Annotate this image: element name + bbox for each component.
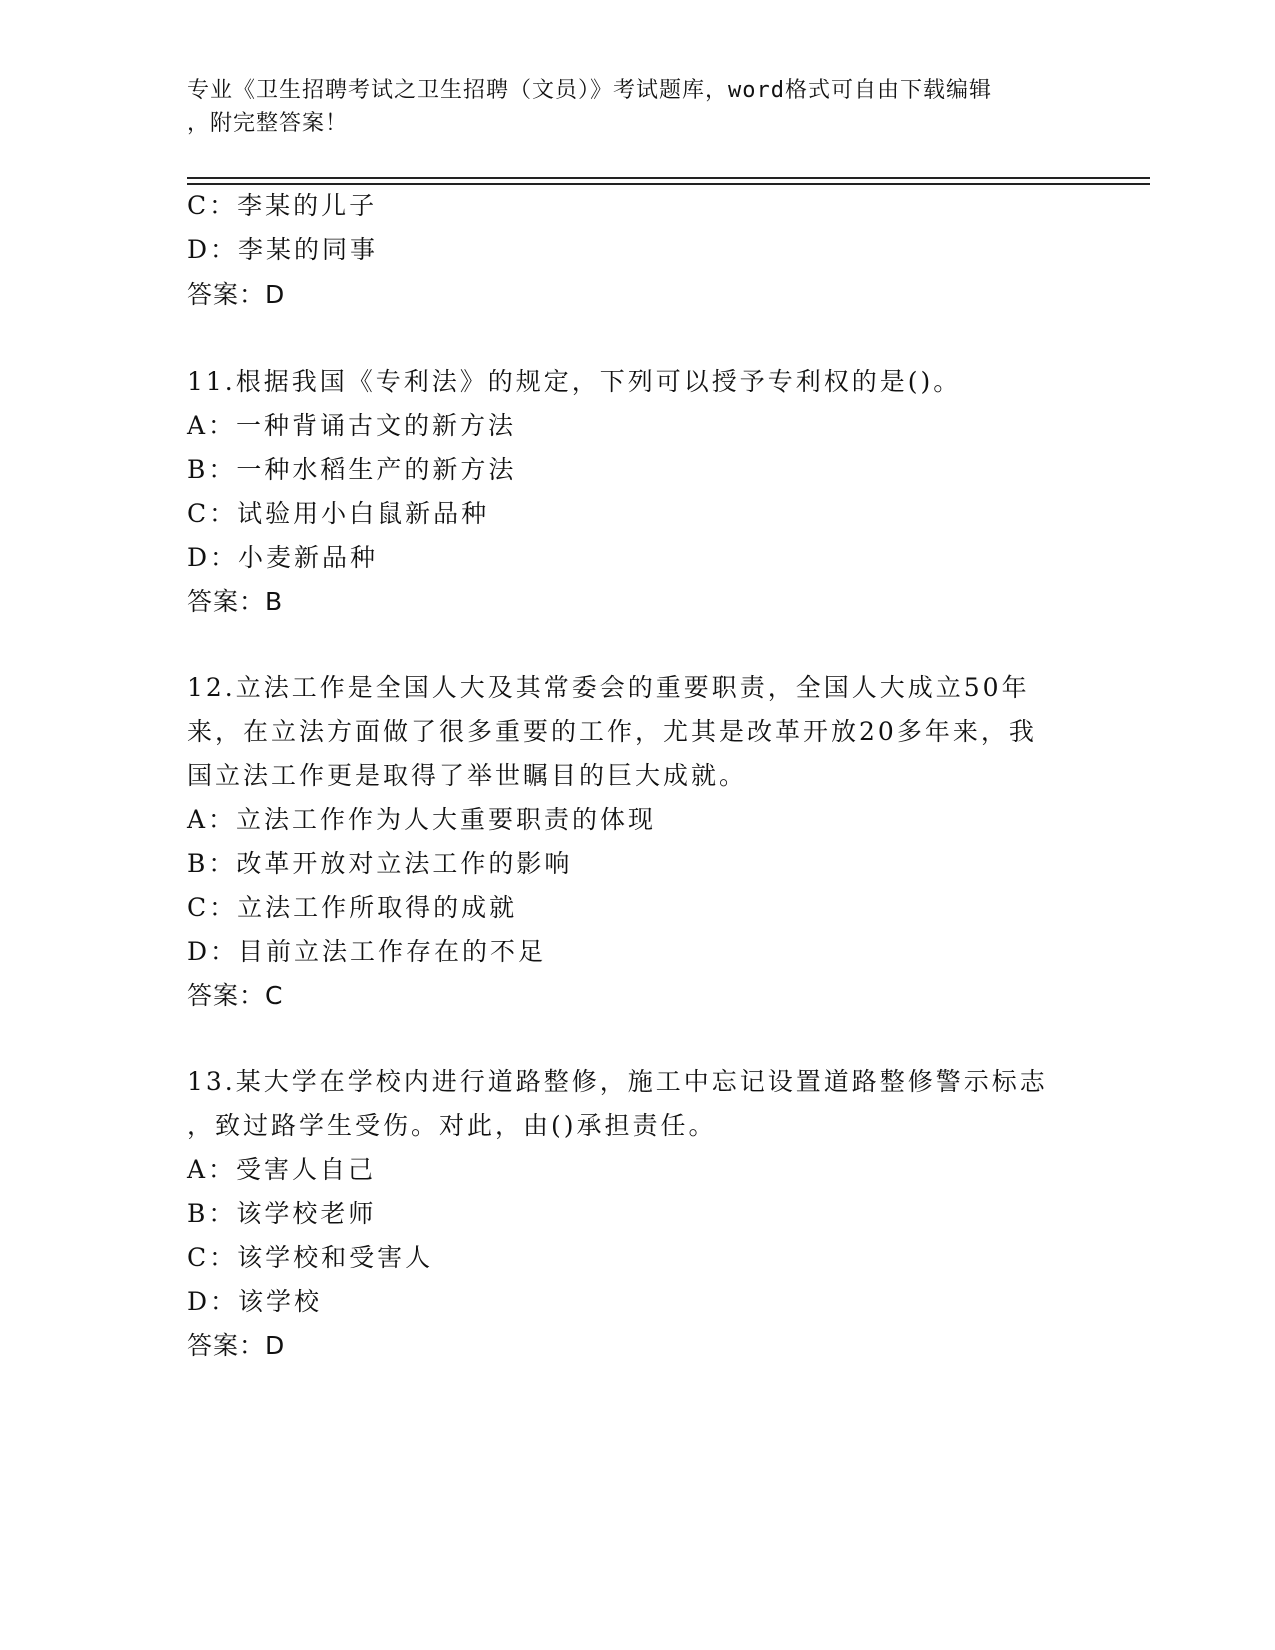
q12-stem-line-2: 来，在立法方面做了很多重要的工作，尤其是改革开放20多年来，我 bbox=[187, 717, 1037, 746]
q10-option-d: D：李某的同事 bbox=[187, 235, 379, 264]
q12-stem-line-1: 12.立法工作是全国人大及其常委会的重要职责，全国人大成立50年 bbox=[187, 673, 1030, 702]
header-line-1: 专业《卫生招聘考试之卫生招聘（文员）》考试题库，word格式可自由下载编辑 bbox=[187, 78, 992, 103]
q12-option-c: C：立法工作所取得的成就 bbox=[187, 893, 518, 922]
q11-option-a: A：一种背诵古文的新方法 bbox=[187, 411, 517, 440]
answer-label: 答案： bbox=[187, 280, 266, 309]
q11-option-c: C：试验用小白鼠新品种 bbox=[187, 499, 490, 528]
q12-stem-line-3: 国立法工作更是取得了举世瞩目的巨大成就。 bbox=[187, 761, 748, 790]
header-divider-bottom bbox=[187, 183, 1150, 185]
q12-option-d: D：目前立法工作存在的不足 bbox=[187, 937, 547, 966]
answer-value: B bbox=[265, 587, 284, 616]
q12-answer bbox=[187, 980, 283, 1012]
q11-stem: 11.根据我国《专利法》的规定，下列可以授予专利权的是()。 bbox=[187, 367, 962, 396]
q13-answer bbox=[187, 1330, 285, 1362]
q12-option-a: A：立法工作作为人大重要职责的体现 bbox=[187, 805, 657, 834]
answer-label: 答案： bbox=[187, 587, 266, 616]
q13-option-b: B：该学校老师 bbox=[187, 1199, 377, 1228]
answer-label: 答案： bbox=[187, 1331, 266, 1360]
q12-option-b: B：改革开放对立法工作的影响 bbox=[187, 849, 573, 878]
q13-option-d: D：该学校 bbox=[187, 1287, 323, 1316]
q10-option-c: C：李某的儿子 bbox=[187, 191, 378, 220]
q13-stem-line-2: ，致过路学生受伤。对此，由()承担责任。 bbox=[187, 1111, 717, 1140]
answer-label: 答案： bbox=[187, 981, 266, 1010]
answer-value: C bbox=[265, 981, 284, 1010]
answer-value: D bbox=[265, 1331, 286, 1360]
q13-stem-line-1: 13.某大学在学校内进行道路整修，施工中忘记设置道路整修警示标志 bbox=[187, 1067, 1048, 1096]
header-divider-top bbox=[187, 177, 1150, 179]
q13-option-c: C：该学校和受害人 bbox=[187, 1243, 434, 1272]
document-header bbox=[187, 74, 1087, 140]
header-line-2: ，附完整答案！ bbox=[187, 111, 349, 136]
q10-answer bbox=[187, 279, 285, 311]
q11-option-b: B：一种水稻生产的新方法 bbox=[187, 455, 517, 484]
answer-value: D bbox=[265, 280, 286, 309]
q13-option-a: A：受害人自己 bbox=[187, 1155, 377, 1184]
q11-option-d: D：小麦新品种 bbox=[187, 543, 379, 572]
q11-answer bbox=[187, 586, 283, 618]
